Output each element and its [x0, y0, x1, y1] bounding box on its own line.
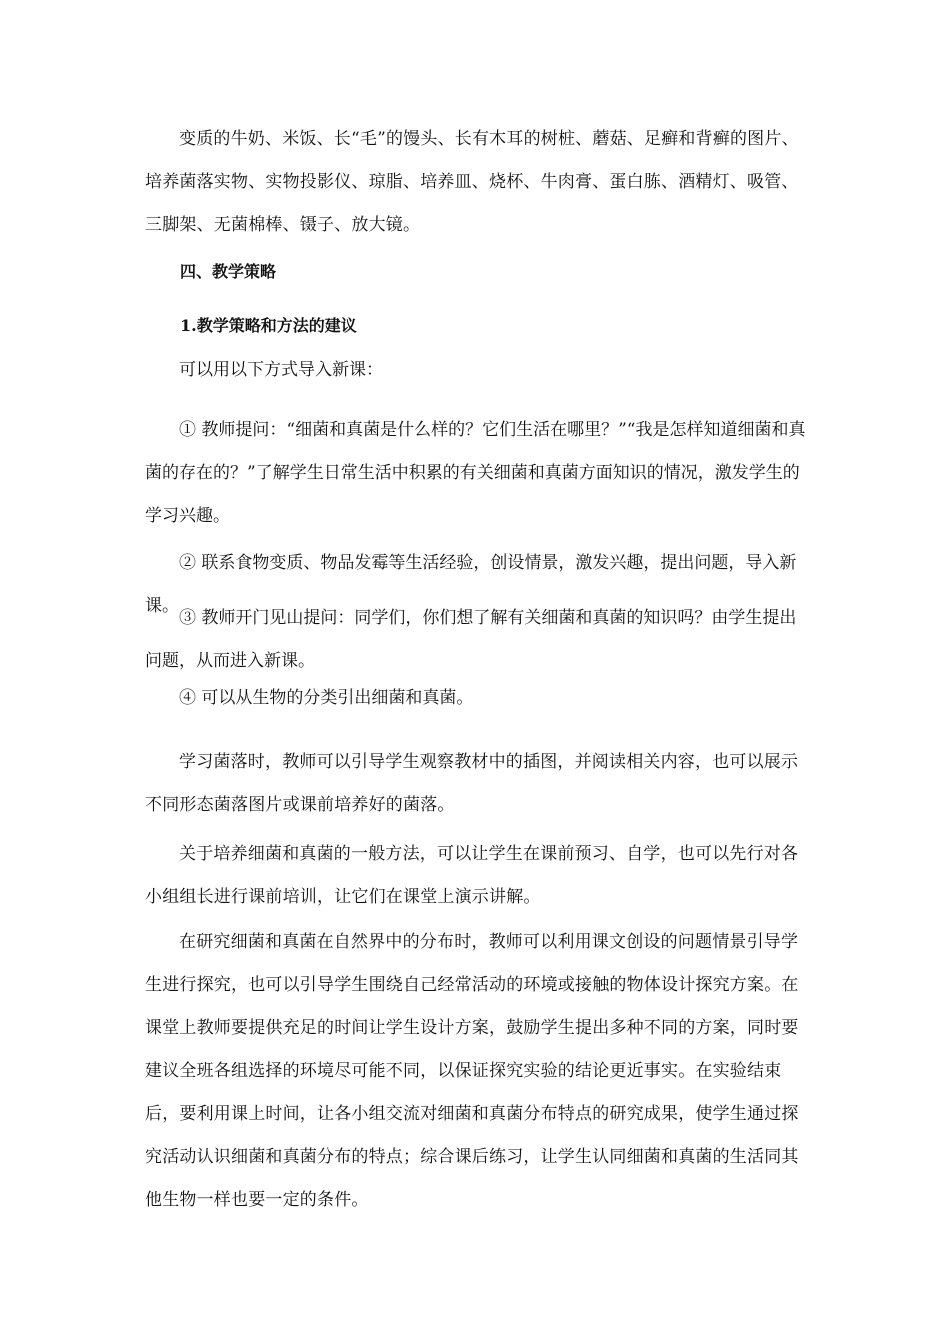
list-item: ④ 可以从生物的分类引出细菌和真菌。 [179, 688, 474, 708]
materials-paragraph: 变质的牛奶、米饭、长“毛”的馒头、长有木耳的树桩、蘑菇、足癣和背癣的图片、培养菌落实物、实物投影仪、琼脂、培养皿、烧杯、牛肉膏、蛋白胨、酒精灯、吸管、三脚架、无菌棉棒、镊子、放大镜。 [145, 129, 799, 235]
list-item: ① 教师提问：“细菌和真菌是什么样的？它们生活在哪里？”“我是怎样知道细菌和真菌的存在的？”了解学生日常生活中积累的有关细菌和真菌方面知识的情况，激发学生的学习兴趣。 [145, 420, 806, 526]
subsection-heading: 1.教学策略和方法的建议 [180, 316, 357, 335]
list-item: ② 联系食物变质、物品发霉等生活经验，创设情景，激发兴趣，提出问题，导入新课。 [145, 553, 797, 616]
body-paragraph: 在研究细菌和真菌在自然界中的分布时，教师可以利用课文创设的问题情景引导学生进行探究，也可以引导学生围绕自己经常活动的环境或接触的物体设计探究方案。在课堂上教师要提供充足的时间让学生设计方案，鼓励学生提出多种不同的方案，同时要建议全班各组选择的环境尽可能不同，以保证探究实验的结论更近事实。在实验结束后，要利用课上时间，让各小组交流对细菌和真菌分布特点的研究成果，使学生通过探究活动认识细菌和真菌分布的特点；综合课后练习，让学生认同细菌和真菌的生活同其他生物一样也要一定的条件。 [145, 932, 799, 1210]
section-heading: 四、教学策略 [180, 262, 277, 281]
body-paragraph: 关于培养细菌和真菌的一般方法，可以让学生在课前预习、自学，也可以先行对各小组组长进行课前培训，让它们在课堂上演示讲解。 [145, 844, 799, 907]
body-paragraph: 学习菌落时，教师可以引导学生观察教材中的插图，并阅读相关内容，也可以展示不同形态菌落图片或课前培养好的菌落。 [145, 752, 799, 815]
intro-line: 可以用以下方式导入新课： [179, 360, 383, 380]
list-item: ③ 教师开门见山提问：同学们，你们想了解有关细菌和真菌的知识吗？由学生提出问题，从而进入新课。 [145, 608, 797, 671]
